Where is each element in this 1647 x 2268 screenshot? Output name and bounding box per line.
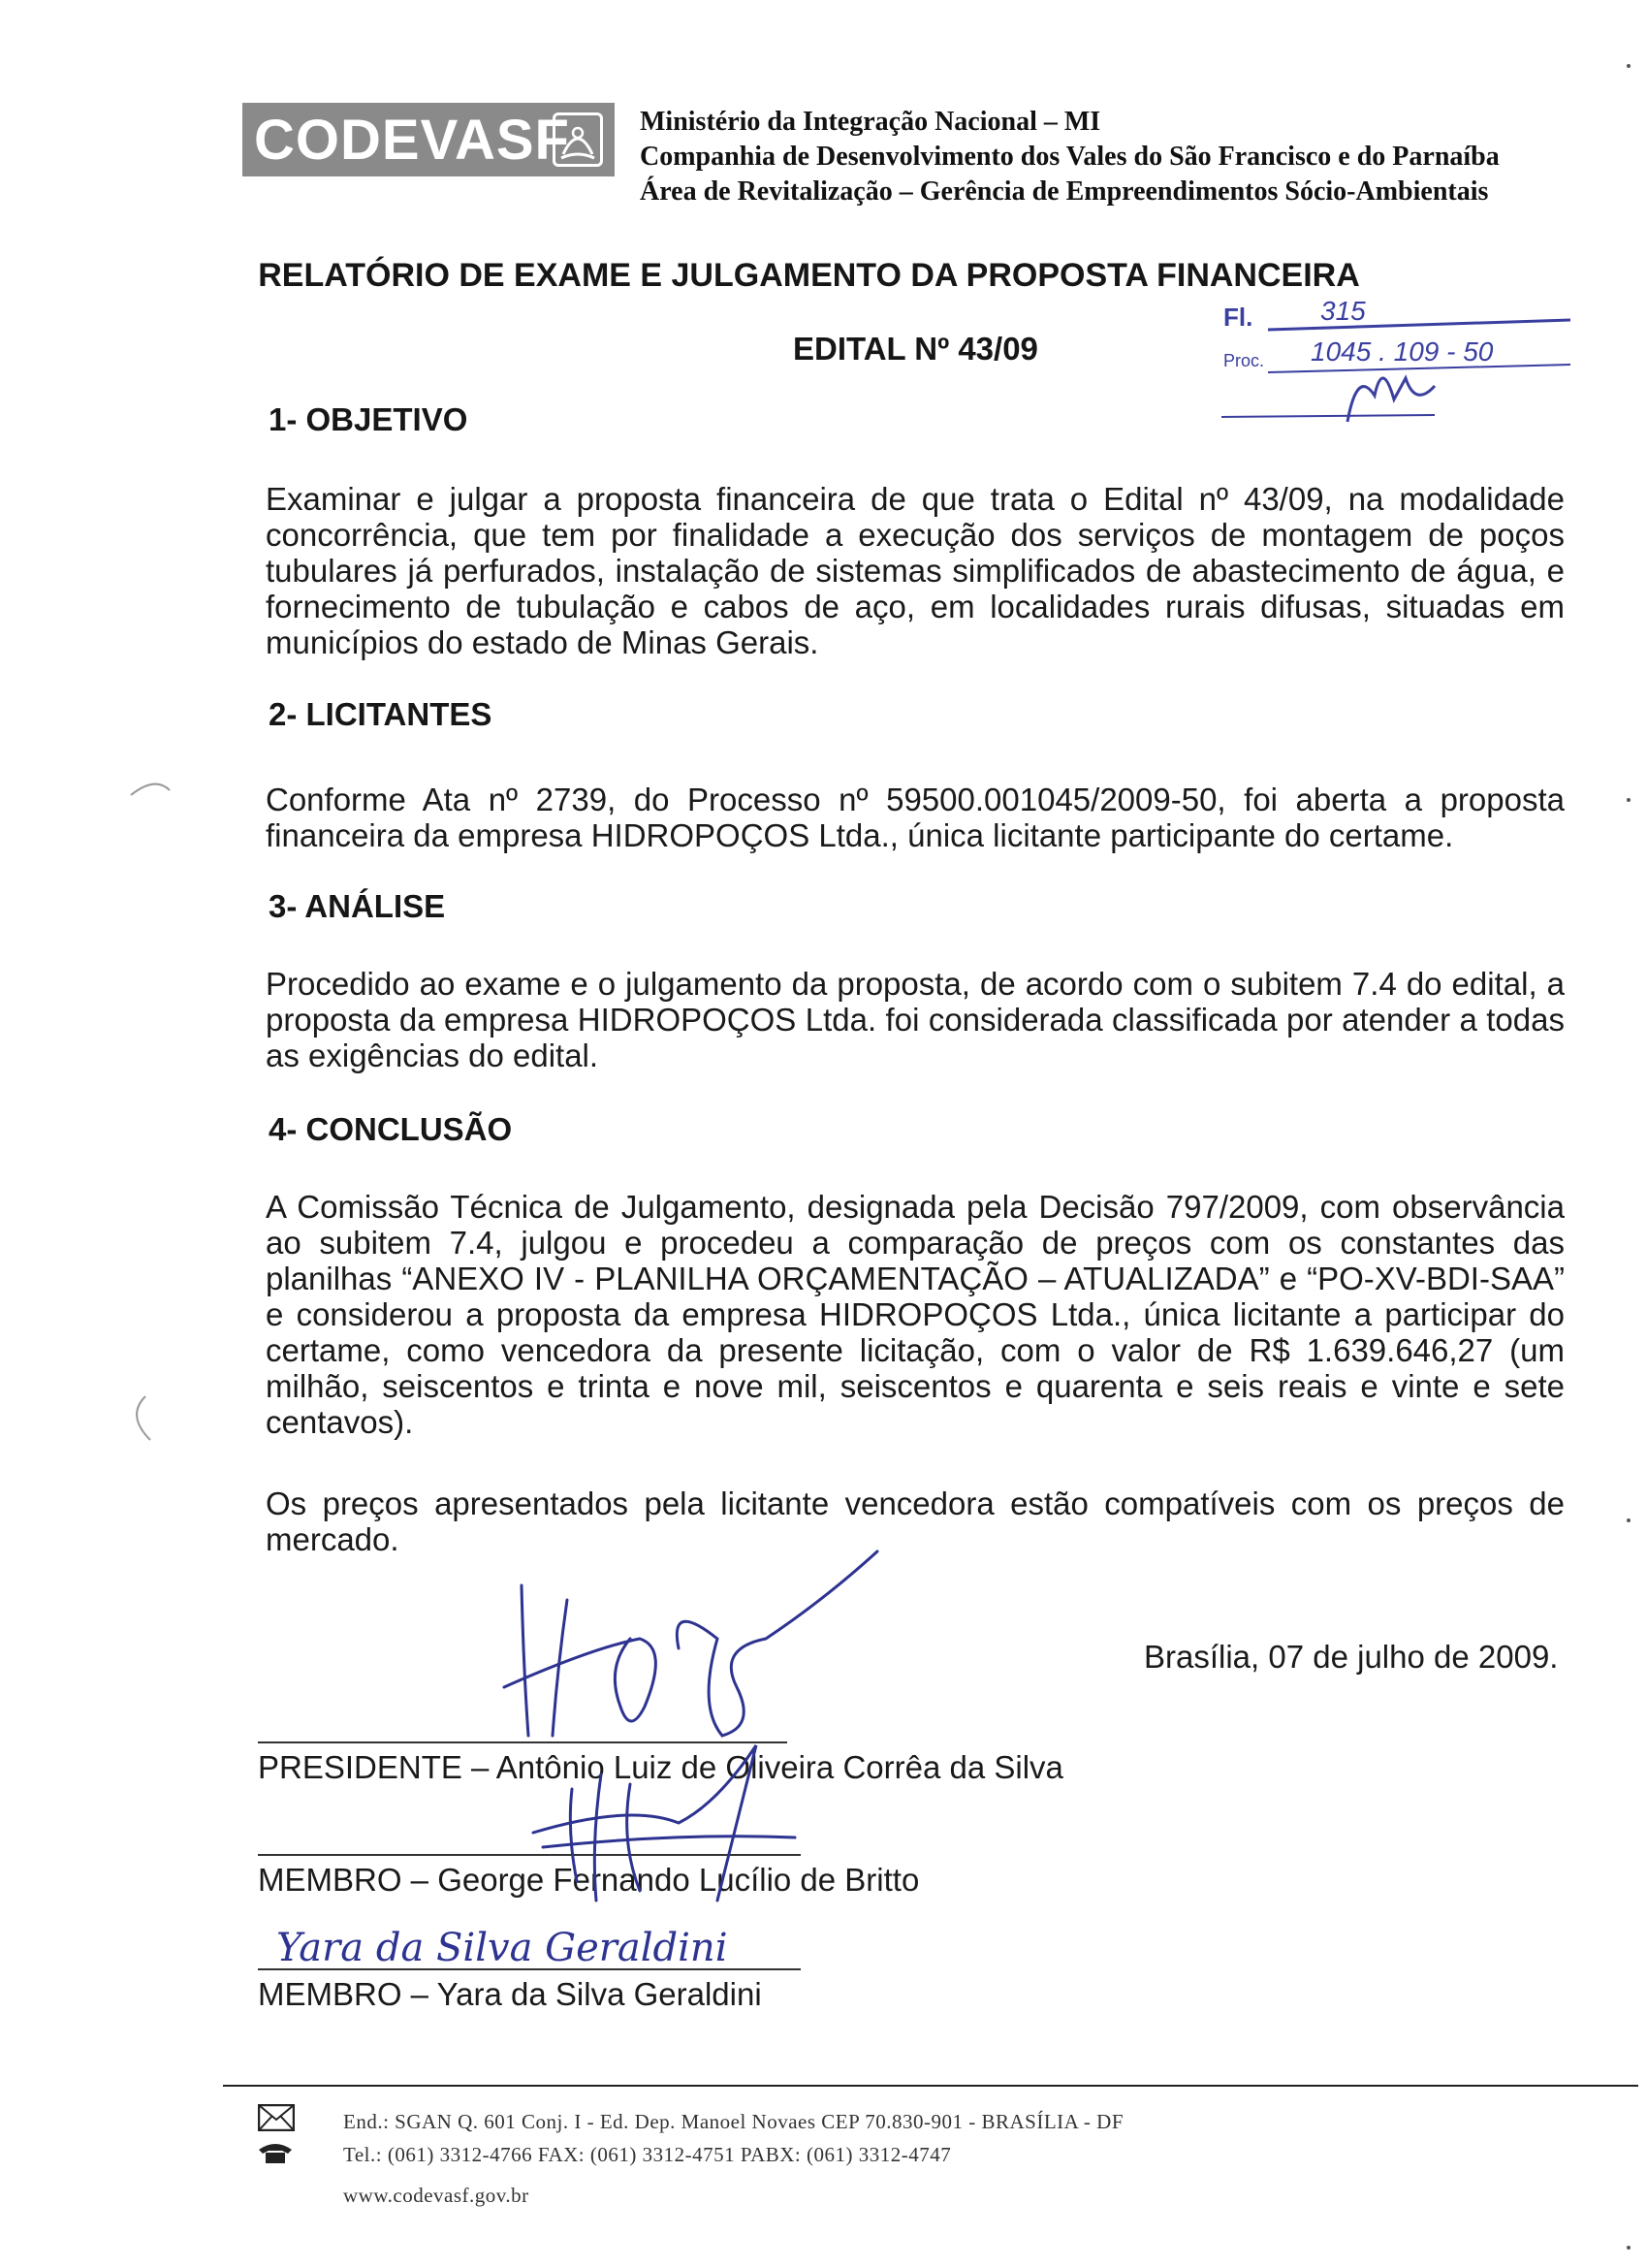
stamp-proc-value: 1045 . 109 - 50 xyxy=(1311,336,1494,367)
envelope-icon xyxy=(258,2104,295,2137)
section-analise-paragraph: Procedido ao exame e o julgamento da proposta, de acordo com o subitem 7.4 do edital, a proposta da empresa HIDROPOÇOS Ltda. foi considerada classificada por atender a todas as exigências do edital. xyxy=(266,966,1565,1073)
header-line-company: Companhia de Desenvolvimento dos Vales do São Francisco e do Parnaíba xyxy=(640,142,1500,172)
header-institution-lines xyxy=(640,105,1500,209)
document-subtitle: EDITAL Nº 43/09 xyxy=(793,331,1038,367)
footer-website[interactable]: www.codevasf.gov.br xyxy=(343,2184,529,2207)
signature-line-president xyxy=(258,1741,787,1743)
signature-member-2: MEMBRO – Yara da Silva Geraldini xyxy=(258,1976,762,2012)
document-date: Brasília, 07 de julho de 2009. xyxy=(1144,1639,1559,1675)
logo-text: CODEVASF xyxy=(254,108,570,172)
section-conclusao-paragraph-2: Os preços apresentados pela licitante vencedora estão compatíveis com os preços de mercado. xyxy=(266,1485,1565,1557)
section-conclusao-paragraph: A Comissão Técnica de Julgamento, designada pela Decisão 797/2009, com observância ao subitem 7.4, julgou e procedeu a comparação de preços com os constantes das planilhas “ANEXO IV - PLANILHA ORÇAMENTAÇÃO – ATUALIZADA” e “PO-XV-BDI-SAA” e considerou a proposta da empresa HIDROPOÇOS Ltda., única licitante a participar do certame, como vencedora da presente licitação, com o valor de R$ 1.639.646,27 (um milhão, seiscentos e trinta e nove mil, seiscentos e quarenta e seis reais e vinte e sete centavos). xyxy=(266,1189,1565,1440)
section-conclusao-heading: 4- CONCLUSÃO xyxy=(269,1111,513,1147)
footer-phone: Tel.: (061) 3312-4766 FAX: (061) 3312-4751 PABX: (061) 3312-4747 xyxy=(343,2143,952,2166)
codevasf-logo xyxy=(242,103,615,176)
header-line-area: Área de Revitalização – Gerência de Empreendimentos Sócio-Ambientais xyxy=(640,176,1489,207)
footer-rule xyxy=(223,2085,1638,2087)
document-title: RELATÓRIO DE EXAME E JULGAMENTO DA PROPOSTA FINANCEIRA xyxy=(258,257,1360,294)
stamp-fl-value: 315 xyxy=(1320,296,1366,326)
telephone-icon xyxy=(256,2141,295,2170)
protocol-stamp xyxy=(1212,291,1580,436)
signature-line-member-1 xyxy=(258,1854,801,1856)
footer-address: End.: SGAN Q. 601 Conj. I - Ed. Dep. Manoel Novaes CEP 70.830-901 - BRASÍLIA - DF xyxy=(343,2110,1124,2133)
section-licitantes-heading: 2- LICITANTES xyxy=(269,696,492,732)
header-line-ministry: Ministério da Integração Nacional – MI xyxy=(640,107,1101,137)
section-licitantes-paragraph: Conforme Ata nº 2739, do Processo nº 59500.001045/2009-50, foi aberta a proposta financeira da empresa HIDROPOÇOS Ltda., única licitante participante do certame. xyxy=(266,782,1565,853)
section-objetivo-heading: 1- OBJETIVO xyxy=(269,401,468,437)
signature-script-member-2: Yara da Silva Geraldini xyxy=(276,1926,728,1970)
stamp-fl-label: Fl. xyxy=(1223,303,1253,332)
stamp-proc-label: Proc. xyxy=(1223,351,1265,370)
signature-stroke xyxy=(522,1585,528,1736)
signature-line-member-2 xyxy=(258,1968,801,1970)
section-objetivo-paragraph: Examinar e julgar a proposta financeira de que trata o Edital nº 43/09, na modalidade concorrência, que tem por finalidade a execução dos serviços de montagem de poços tubulares já perfurados, instalação de sistemas simplificados de abastecimento de água, e fornecimento de tubulação e cabos de aço, em localidades rurais difusas, situadas em municípios do estado de Minas Gerais. xyxy=(266,481,1565,660)
logo-emblem-icon xyxy=(553,112,603,167)
section-analise-heading: 3- ANÁLISE xyxy=(269,888,446,924)
signature-member-1: MEMBRO – George Fernando Lucílio de Britto xyxy=(258,1862,920,1898)
signature-president: PRESIDENTE – Antônio Luiz de Oliveira Corrêa da Silva xyxy=(258,1749,1063,1785)
